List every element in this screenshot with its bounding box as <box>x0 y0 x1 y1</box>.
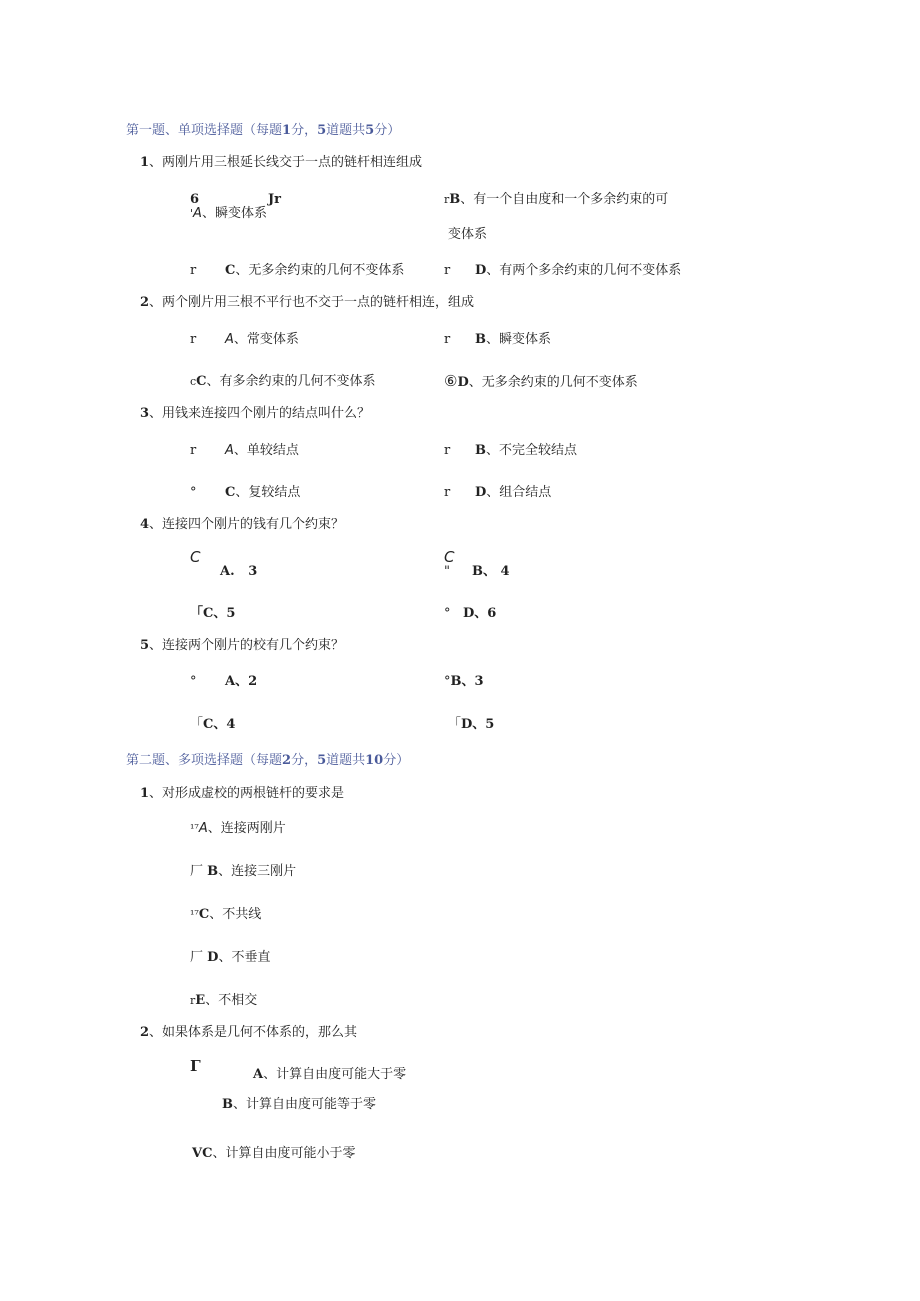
question-2-2: 2、如果体系是几何不体系的，那么其 <box>140 1025 358 1040</box>
q2-2-option-b[interactable]: B、计算自由度可能等于零 <box>222 1097 377 1112</box>
q1-1-option-d[interactable]: D、有两个多余约束的几何不变体系 <box>475 263 682 278</box>
q2-1-option-a[interactable]: ¹⁷A、连接两刚片 <box>190 821 286 836</box>
checkbox-icon[interactable]: Γ <box>190 1057 201 1075</box>
q1-1-option-b[interactable]: rB、有一个自由度和一个多余约束的可 <box>444 192 669 207</box>
q2-1-option-e[interactable]: rE、不相交 <box>190 993 258 1008</box>
q1-4-option-c[interactable]: 「C、5 <box>190 606 236 621</box>
scan-artifact: Jr <box>268 192 281 207</box>
question-2-1: 1、对形成虚校的两根链杆的要求是 <box>140 786 345 801</box>
q1-1-option-b-cont: 变体系 <box>448 227 488 242</box>
q1-2-option-c[interactable]: cC、有多余约束的几何不变体系 <box>190 374 376 389</box>
q2-1-option-b[interactable]: 厂 B、连接三刚片 <box>190 864 297 879</box>
section-2-header: 第二题、多项选择题（每题2分，5道题共10分） <box>126 753 410 768</box>
q1-4-option-d[interactable]: D、6 <box>463 606 497 621</box>
question-1-4: 4、连接四个刚片的钱有几个约束？ <box>140 517 345 532</box>
q1-1-option-c-mark: r <box>190 263 197 278</box>
q1-2-option-a-mark: r <box>190 332 197 347</box>
q1-1-option-a[interactable]: 'A、瞬变体系 <box>190 206 267 221</box>
section-1-header: 第一题、单项选择题（每题1分，5道题共5分） <box>126 123 401 138</box>
q1-4-option-b-mark: " <box>444 564 450 579</box>
q1-5-option-c[interactable]: 「C、4 <box>190 717 236 732</box>
q1-5-option-d[interactable]: 「D、5 <box>448 717 495 732</box>
scan-artifact: C <box>444 548 455 566</box>
question-1-1: 1、两刚片用三根延长线交于一点的链杆相连组成 <box>140 155 423 170</box>
checkbox-icon: ¹⁷ <box>190 908 199 921</box>
scan-artifact: C <box>190 548 201 566</box>
q1-3-option-c[interactable]: C、复较结点 <box>225 485 301 500</box>
q2-1-option-c[interactable]: ¹⁷C、不共线 <box>190 907 262 922</box>
q1-3-option-a-mark: r <box>190 443 197 458</box>
q1-2-option-a[interactable]: A、常变体系 <box>225 332 299 347</box>
q1-5-option-a-mark: ° <box>190 674 197 689</box>
q1-3-option-b-mark: r <box>444 443 451 458</box>
checkbox-icon: r <box>190 994 196 1007</box>
selected-radio-icon: ⑥ <box>444 372 458 390</box>
q1-3-option-d-mark: r <box>444 485 451 500</box>
q2-1-option-d[interactable]: 厂 D、不垂直 <box>190 950 271 965</box>
q1-1-option-c[interactable]: C、无多余约束的几何不变体系 <box>225 263 405 278</box>
checkbox-icon: 厂 <box>190 950 204 965</box>
q1-4-option-b[interactable]: B、 4 <box>472 564 510 579</box>
q1-2-option-b-mark: r <box>444 332 451 347</box>
checkbox-icon: ¹⁷ <box>190 822 199 835</box>
q1-4-option-d-mark: ° <box>444 606 451 621</box>
q1-5-option-a[interactable]: A、2 <box>225 674 258 689</box>
q1-2-option-d[interactable]: ⑥D、无多余约束的几何不变体系 <box>444 372 638 390</box>
q1-2-option-b[interactable]: B、瞬变体系 <box>475 332 552 347</box>
q1-3-option-b[interactable]: B、不完全较结点 <box>475 443 578 458</box>
checkbox-icon: 厂 <box>190 864 204 879</box>
q1-3-option-a[interactable]: A、单较结点 <box>225 443 299 458</box>
q1-1-option-d-mark: r <box>444 263 451 278</box>
q2-2-option-a[interactable]: A、计算自由度可能大于零 <box>253 1067 407 1082</box>
question-1-3: 3、用钱来连接四个刚片的结点叫什么？ <box>140 406 371 421</box>
q2-2-option-c[interactable]: VC、计算自由度可能小于零 <box>192 1146 356 1161</box>
question-1-5: 5、连接两个刚片的校有几个约束？ <box>140 638 345 653</box>
q1-3-option-d[interactable]: D、组合结点 <box>475 485 552 500</box>
q1-4-option-a[interactable]: A. 3 <box>220 564 258 579</box>
scan-artifact: 6 <box>190 192 200 207</box>
question-1-2: 2、两个刚片用三根不平行也不交于一点的链杆相连，组成 <box>140 295 475 310</box>
q1-5-option-b[interactable]: °B、3 <box>444 674 484 689</box>
q1-3-option-c-mark: ° <box>190 485 197 500</box>
